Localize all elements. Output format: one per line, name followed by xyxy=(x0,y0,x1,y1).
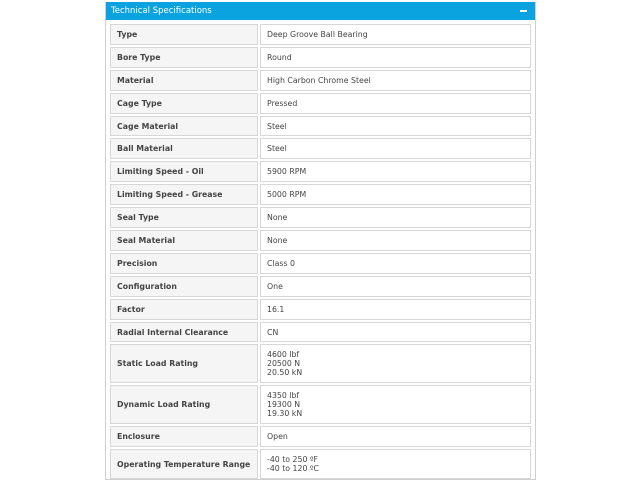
spec-label: Cage Type xyxy=(110,93,258,114)
collapse-icon[interactable] xyxy=(520,10,527,12)
spec-value xyxy=(260,184,531,205)
spec-value xyxy=(260,276,531,297)
spec-value xyxy=(260,93,531,114)
spec-label: Limiting Speed - Oil xyxy=(110,161,258,182)
spec-value xyxy=(260,138,531,159)
spec-value-line: Round xyxy=(267,52,292,62)
spec-value-line: Steel xyxy=(267,121,287,131)
spec-value-line: CN xyxy=(267,327,279,337)
spec-label: Type xyxy=(110,24,258,45)
spec-value-line: 5000 RPM xyxy=(267,190,307,200)
spec-value-line: One xyxy=(267,281,283,291)
spec-value xyxy=(260,70,531,91)
spec-value xyxy=(260,299,531,320)
spec-row xyxy=(110,276,531,297)
spec-row xyxy=(110,93,531,114)
spec-value xyxy=(260,385,531,424)
spec-value-line: 16.1 xyxy=(267,304,285,314)
spec-label: Material xyxy=(110,70,258,91)
spec-row xyxy=(110,24,531,45)
spec-row xyxy=(110,70,531,91)
spec-row xyxy=(110,253,531,274)
spec-value-line: -40 to 250 ºF xyxy=(267,455,319,465)
spec-row xyxy=(110,161,531,182)
spec-label: Ball Material xyxy=(110,138,258,159)
spec-label: Factor xyxy=(110,299,258,320)
spec-value-line: High Carbon Chrome Steel xyxy=(267,75,371,85)
spec-value xyxy=(260,322,531,343)
spec-value-line: None xyxy=(267,213,288,223)
spec-row xyxy=(110,138,531,159)
spec-value-line: None xyxy=(267,235,288,245)
spec-value-line: 4350 lbf xyxy=(267,391,300,401)
spec-label: Bore Type xyxy=(110,47,258,68)
spec-row xyxy=(110,322,531,343)
spec-value xyxy=(260,47,531,68)
spec-label: Dynamic Load Rating xyxy=(110,385,258,424)
spec-value-line: Open xyxy=(267,432,288,442)
spec-label: Seal Material xyxy=(110,230,258,251)
spec-value xyxy=(260,230,531,251)
spec-value-line: 19300 N xyxy=(267,400,301,410)
spec-value xyxy=(260,24,531,45)
spec-row xyxy=(110,426,531,447)
spec-value-line: -40 to 120 ºC xyxy=(267,464,319,474)
spec-label: Limiting Speed - Grease xyxy=(110,184,258,205)
spec-row xyxy=(110,230,531,251)
spec-row xyxy=(110,47,531,68)
spec-value-line: 20500 N xyxy=(267,359,301,369)
spec-label: Seal Type xyxy=(110,207,258,228)
technical-specifications-panel xyxy=(105,2,536,480)
spec-row xyxy=(110,299,531,320)
spec-label: Radial Internal Clearance xyxy=(110,322,258,343)
spec-label: Precision xyxy=(110,253,258,274)
spec-row xyxy=(110,207,531,228)
spec-label: Configuration xyxy=(110,276,258,297)
spec-value xyxy=(260,449,531,479)
spec-value xyxy=(260,253,531,274)
spec-label: Enclosure xyxy=(110,426,258,447)
spec-row xyxy=(110,344,531,383)
spec-row xyxy=(110,449,531,479)
spec-value-line: 20.50 kN xyxy=(267,368,303,378)
spec-value-line: Deep Groove Ball Bearing xyxy=(267,29,368,39)
spec-table xyxy=(108,22,533,481)
spec-row xyxy=(110,116,531,137)
panel-header[interactable] xyxy=(106,2,535,20)
spec-value-line: 5900 RPM xyxy=(267,167,307,177)
spec-label: Cage Material xyxy=(110,116,258,137)
spec-label: Static Load Rating xyxy=(110,344,258,383)
spec-value xyxy=(260,426,531,447)
spec-row xyxy=(110,385,531,424)
spec-value-line: Steel xyxy=(267,144,287,154)
panel-title: Technical Specifications xyxy=(111,6,212,16)
spec-value-line: Class 0 xyxy=(267,258,295,268)
spec-value xyxy=(260,344,531,383)
spec-value-line: 4600 lbf xyxy=(267,350,300,360)
spec-value-line: 19.30 kN xyxy=(267,409,303,419)
spec-value xyxy=(260,116,531,137)
spec-label: Operating Temperature Range xyxy=(110,449,258,479)
spec-value xyxy=(260,207,531,228)
spec-row xyxy=(110,184,531,205)
spec-value-line: Pressed xyxy=(267,98,298,108)
spec-value xyxy=(260,161,531,182)
